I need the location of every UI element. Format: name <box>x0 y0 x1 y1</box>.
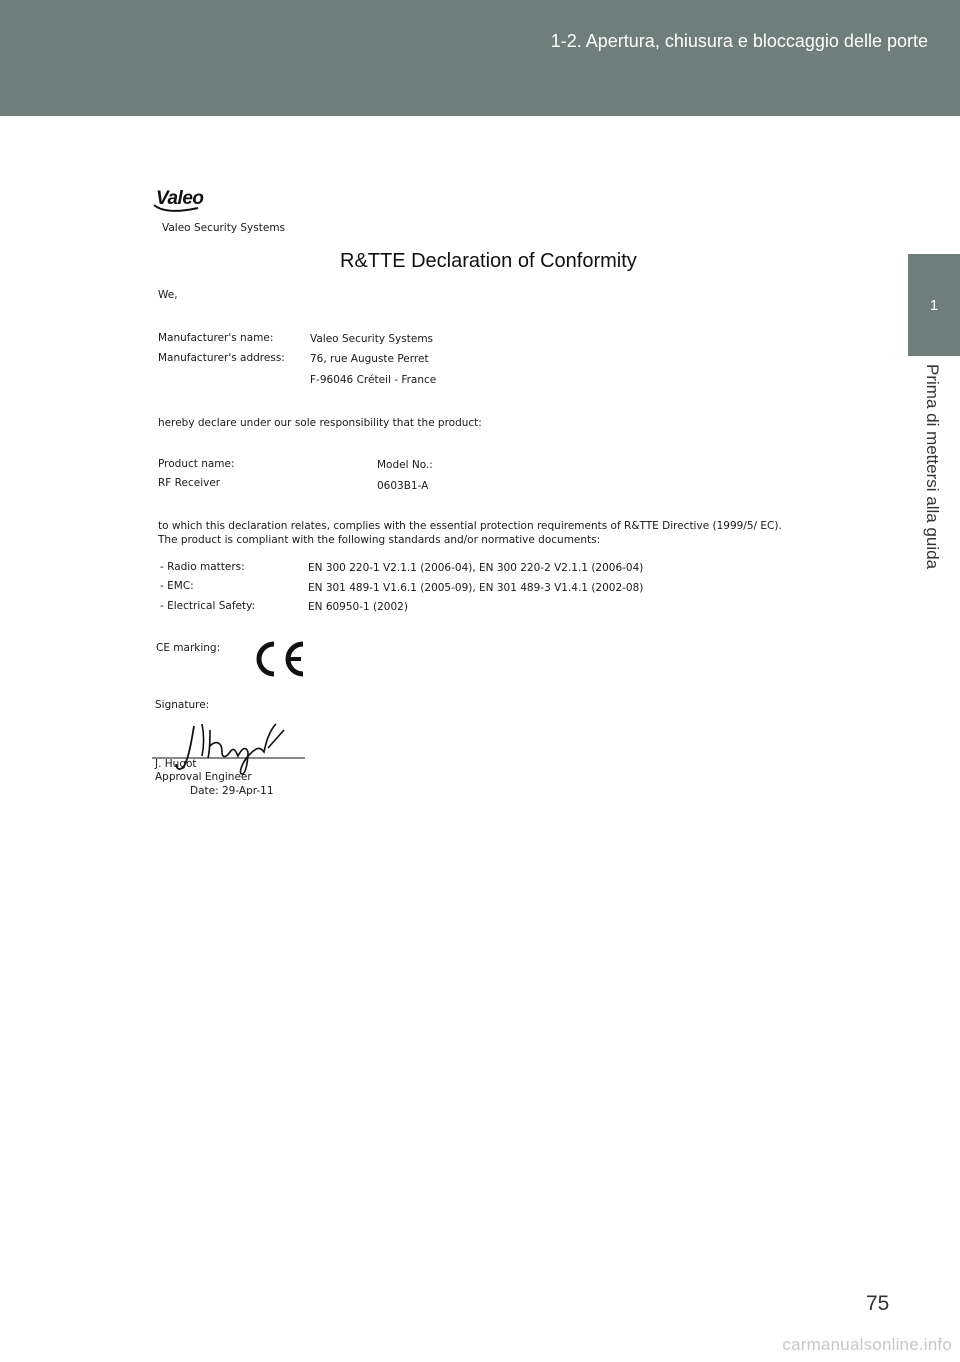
standard-label: - EMC: <box>160 580 194 592</box>
model-number: 0603B1-A <box>377 480 429 492</box>
manufacturer-name: Valeo Security Systems <box>310 333 434 345</box>
company-name: Valeo Security Systems <box>162 222 286 234</box>
address-line-2: F-96046 Créteil - France <box>310 374 437 386</box>
watermark: carmanualsonline.info <box>782 1335 952 1354</box>
standard-label: - Radio matters: <box>160 561 245 573</box>
manufacturer-address-label: Manufacturer's address: <box>158 352 285 364</box>
manufacturer-name-label: Manufacturer's name: <box>158 332 274 344</box>
address-line-1: 76, rue Auguste Perret <box>310 353 429 365</box>
logo-swoosh-icon <box>152 203 202 215</box>
model-label: Model No.: <box>377 459 433 471</box>
product-name: RF Receiver <box>158 477 221 489</box>
declaration-date: Date: 29-Apr-11 <box>190 785 274 797</box>
standard-value: EN 60950-1 (2002) <box>308 601 408 613</box>
signer-role: Approval Engineer <box>155 771 252 783</box>
we-text: We, <box>158 289 178 301</box>
standard-label: - Electrical Safety: <box>160 600 256 612</box>
chapter-label: Prima di mettersi alla guida <box>923 364 942 570</box>
chapter-number: 1 <box>929 297 939 314</box>
section-title: 1-2. Apertura, chiusura e bloccaggio delle porte <box>550 31 928 51</box>
valeo-logo: Valeo <box>156 188 204 209</box>
relates-text: to which this declaration relates, complies with the essential protection requirements of R&TTE Directive (1999/5/ EC). <box>158 520 782 532</box>
product-name-label: Product name: <box>158 458 235 470</box>
ce-marking-label: CE marking: <box>156 642 221 654</box>
standard-value: EN 301 489-1 V1.6.1 (2005-09), EN 301 489-3 V1.4.1 (2002-08) <box>308 582 644 594</box>
page-number: 75 <box>866 1292 890 1315</box>
compliant-text: The product is compliant with the following standards and/or normative documents: <box>158 534 601 546</box>
signer-name: J. Hugot <box>155 758 197 770</box>
signature-label: Signature: <box>155 699 210 711</box>
declare-text: hereby declare under our sole responsibility that the product: <box>158 417 482 429</box>
ce-mark-icon <box>250 638 310 680</box>
standard-value: EN 300 220-1 V2.1.1 (2006-04), EN 300 220-2 V2.1.1 (2006-04) <box>308 562 644 574</box>
declaration-title: R&TTE Declaration of Conformity <box>340 250 637 272</box>
